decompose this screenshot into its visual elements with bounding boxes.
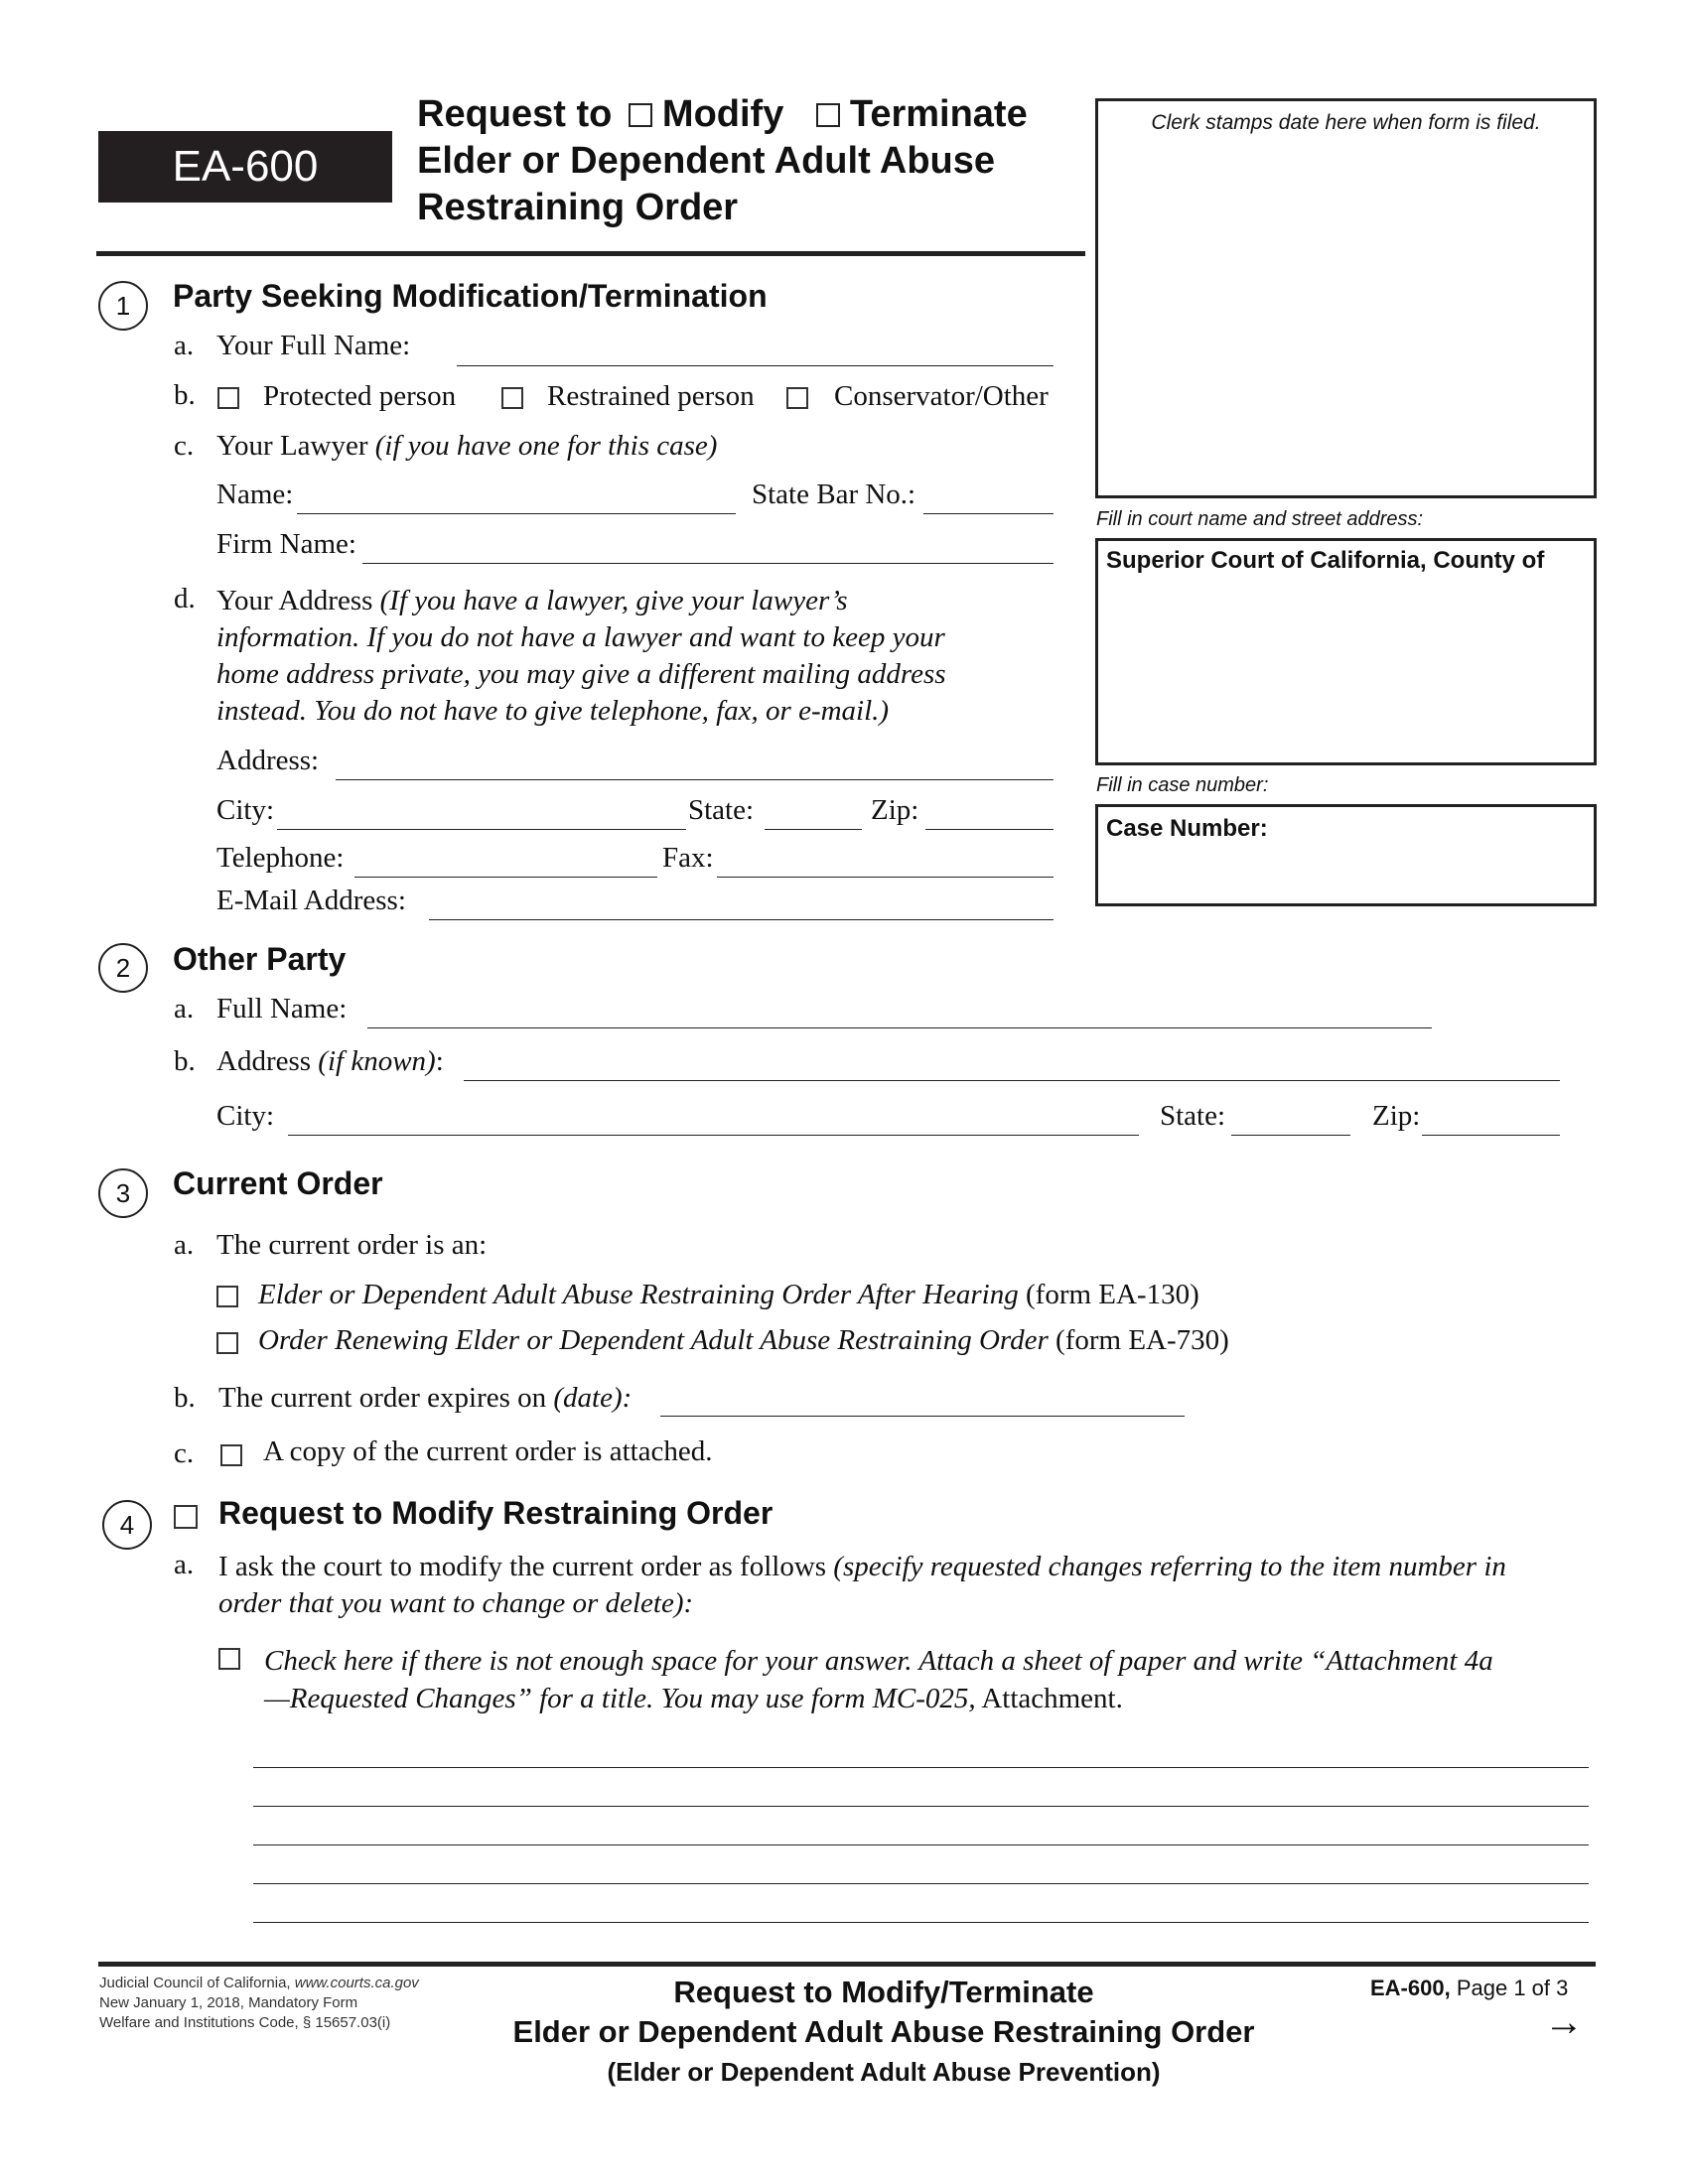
more-space-text: Check here if there is not enough space for your answer. Attach a sheet of paper and write “Attachment 4a —Requested Changes” for a title. You may use form MC-025, Attachment. [264,1645,1493,1714]
footer-page: EA-600, Page 1 of 3 [1370,1976,1569,2000]
copy-attached-checkbox[interactable] [220,1444,242,1466]
state-bar-label: State Bar No.: [752,478,916,510]
form-id-badge [98,131,392,203]
next-page-arrow-icon[interactable]: → [1544,2000,1584,2044]
modification-line-5[interactable] [253,1922,1589,1923]
firm-name-field[interactable] [362,563,1054,564]
s1a-letter: a. [174,330,195,361]
other-zip-label: Zip: [1372,1100,1421,1132]
s1c-label: Your Lawyer (if you have one for this case) [216,430,718,462]
your-full-name-field[interactable] [457,365,1054,366]
address-field[interactable] [336,779,1054,780]
s1d-text: Your Address (If you have a lawyer, give your lawyer’s information. If you do not have a lawyer and want to keep your home address private, you may give a different mailing address instead. You do not have to give telephone, fax, or e-mail.) [216,585,946,727]
email-label: E-Mail Address: [216,885,406,916]
clerk-note: Clerk stamps date here when form is filed. [1151,111,1541,134]
restrained-person-checkbox[interactable] [501,387,523,409]
other-state-field[interactable] [1231,1135,1350,1136]
protected-person-label: Protected person [263,380,457,412]
s3c-letter: c. [174,1437,195,1469]
protected-person-checkbox[interactable] [217,387,239,409]
city-label: City: [216,794,275,826]
more-space-checkbox[interactable] [218,1648,240,1670]
section-4-title: Request to Modify Restraining Order [218,1495,774,1531]
modification-line-4[interactable] [253,1883,1589,1884]
footer-rule [98,1962,1596,1967]
footer-title: Request to Modify/Terminate Elder or Dependent Adult Abuse Restraining Order (Elder or Dependent Adult Abuse Prevention) [512,1975,1255,2087]
modification-line-3[interactable] [253,1844,1589,1845]
order-after-hearing-checkbox[interactable] [216,1286,238,1307]
s4a-text: I ask the court to modify the current order as follows (specify requested changes referring to the item number in order that you want to change or delete): [218,1551,1506,1619]
s3b-label: The current order expires on (date): [218,1382,633,1414]
s4a-letter: a. [174,1549,195,1580]
city-field[interactable] [277,829,686,830]
zip-field[interactable] [925,829,1054,830]
header-rule [96,251,1085,256]
section-1-number: 1 [98,281,148,331]
case-label: Fill in case number: [1096,774,1269,796]
other-city-field[interactable] [288,1135,1139,1136]
title-line-3: Restraining Order [417,187,739,228]
modification-line-1[interactable] [253,1767,1589,1768]
other-city-label: City: [216,1100,275,1132]
court-name-box[interactable] [1095,538,1597,765]
s1d-letter: d. [174,583,196,614]
other-state-label: State: [1160,1100,1226,1132]
section-3-number: 3 [98,1168,148,1218]
court-prefill: Superior Court of California, County of [1106,547,1545,574]
case-number-box[interactable] [1095,804,1597,906]
order-renewing-checkbox[interactable] [216,1332,238,1354]
form-id: EA-600 [172,142,319,191]
email-field[interactable] [429,919,1054,920]
telephone-label: Telephone: [216,842,345,874]
s3a-letter: a. [174,1229,195,1261]
fax-field[interactable] [717,877,1054,878]
court-label: Fill in court name and street address: [1096,508,1424,530]
s2a-letter: a. [174,993,195,1024]
section-4-number: 4 [102,1500,152,1550]
state-bar-field[interactable] [923,513,1054,514]
conservator-label: Conservator/Other [834,380,1049,412]
s1a-label: Your Full Name: [216,330,411,361]
footer-jc: Judicial Council of California, www.courts.ca.gov New January 1, 2018, Mandatory Form Welfare and Institutions Code, § 15657.03(i) [99,1975,419,2031]
section-4-checkbox[interactable] [174,1505,198,1529]
s3a-label: The current order is an: [216,1229,488,1261]
title-line-2: Elder or Dependent Adult Abuse [417,140,996,182]
restrained-person-label: Restrained person [547,380,755,412]
lawyer-name-field[interactable] [297,513,736,514]
lawyer-name-label: Name: [216,478,294,510]
modification-line-2[interactable] [253,1806,1589,1807]
terminate-checkbox[interactable] [816,103,840,127]
state-field[interactable] [765,829,862,830]
section-2-number: 2 [98,943,148,993]
form-title [417,91,1028,231]
case-number-label: Case Number: [1106,815,1268,842]
copy-attached-label: A copy of the current order is attached. [263,1435,713,1467]
zip-label: Zip: [871,794,919,826]
address-label: Address: [216,745,320,776]
section-2-title: Other Party [173,941,347,977]
order-renewing-label: Order Renewing Elder or Dependent Adult Abuse Restraining Order (form EA-730) [258,1324,1229,1356]
state-label: State: [688,794,755,826]
clerk-stamp-box [1095,98,1597,498]
s2b-label: Address (if known): [216,1045,444,1077]
s1b-letter: b. [174,379,196,411]
s2b-letter: b. [174,1045,196,1077]
s1c-letter: c. [174,430,195,462]
fax-label: Fax: [662,842,714,874]
other-zip-field[interactable] [1422,1135,1560,1136]
other-address-field[interactable] [464,1080,1560,1081]
expiration-date-field[interactable] [660,1416,1185,1417]
telephone-field[interactable] [354,877,657,878]
order-after-hearing-label: Elder or Dependent Adult Abuse Restraining Order After Hearing (form EA-130) [258,1279,1199,1310]
title-line-1: Request to Modify Terminate [417,93,1028,135]
firm-name-label: Firm Name: [216,528,356,560]
modify-checkbox[interactable] [629,103,652,127]
section-3-title: Current Order [173,1165,383,1201]
s2a-label: Full Name: [216,993,348,1024]
section-1-title: Party Seeking Modification/Termination [173,278,768,314]
s3b-letter: b. [174,1382,196,1414]
conservator-checkbox[interactable] [786,387,808,409]
other-full-name-field[interactable] [367,1027,1432,1028]
